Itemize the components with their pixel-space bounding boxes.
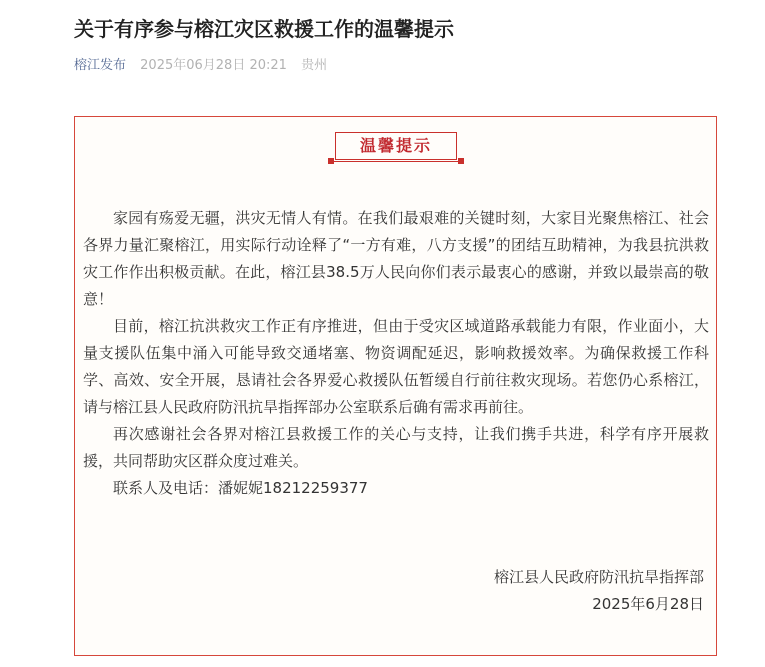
heading-right-dot bbox=[458, 158, 464, 164]
publish-location: 贵州 bbox=[301, 58, 328, 73]
publish-time: 2025年06月28日 20:21 bbox=[140, 58, 287, 73]
notice-paragraph-closing: 再次感谢社会各界对榕江县救援工作的关心与支持，让我们携手共进，科学有序开展救援，共同帮助灾区群众度过难关。 bbox=[83, 425, 709, 470]
notice-heading: 温馨提示 bbox=[335, 132, 457, 160]
notice-heading-frame bbox=[331, 130, 461, 170]
notice-paragraph-request: 目前，榕江抗洪救灾工作正有序推进，但由于受灾区域道路承载能力有限，作业面小，大量支援队伍集中涌入可能导致交通堵塞、物资调配延迟，影响救援效率。为确保救援工作科学、高效、安全开展，恳请社会各界爱心救援队伍暂缓自行前往救灾现场。若您仍心系榕江，请与榕江县人民政府防汛抗旱指挥部办公室联系后确有需求再前往。 bbox=[83, 317, 709, 416]
article-title: 关于有序参与榕江灾区救援工作的温馨提示 bbox=[74, 17, 454, 41]
notice-card bbox=[74, 116, 717, 656]
article-meta bbox=[74, 56, 327, 76]
signature-date: 2025年6月28日 bbox=[592, 595, 704, 613]
notice-body bbox=[83, 205, 709, 502]
notice-contact: 联系人及电话：潘妮妮18212259377 bbox=[113, 479, 368, 497]
heading-left-dot bbox=[328, 158, 334, 164]
notice-signature bbox=[494, 564, 704, 618]
account-name-link[interactable]: 榕江发布 bbox=[74, 58, 127, 73]
heading-underline bbox=[331, 161, 461, 162]
notice-paragraph-thanks: 家园有殇爱无疆，洪灾无情人有情。在我们最艰难的关键时刻，大家目光聚焦榕江、社会各界力量汇聚榕江，用实际行动诠释了“一方有难，八方支援”的团结互助精神，为我县抗洪救灾工作作出积极贡献。在此，榕江县38.5万人民向你们表示最衷心的感谢，并致以最崇高的敬意！ bbox=[83, 209, 709, 308]
signature-organization: 榕江县人民政府防汛抗旱指挥部 bbox=[493, 568, 704, 586]
